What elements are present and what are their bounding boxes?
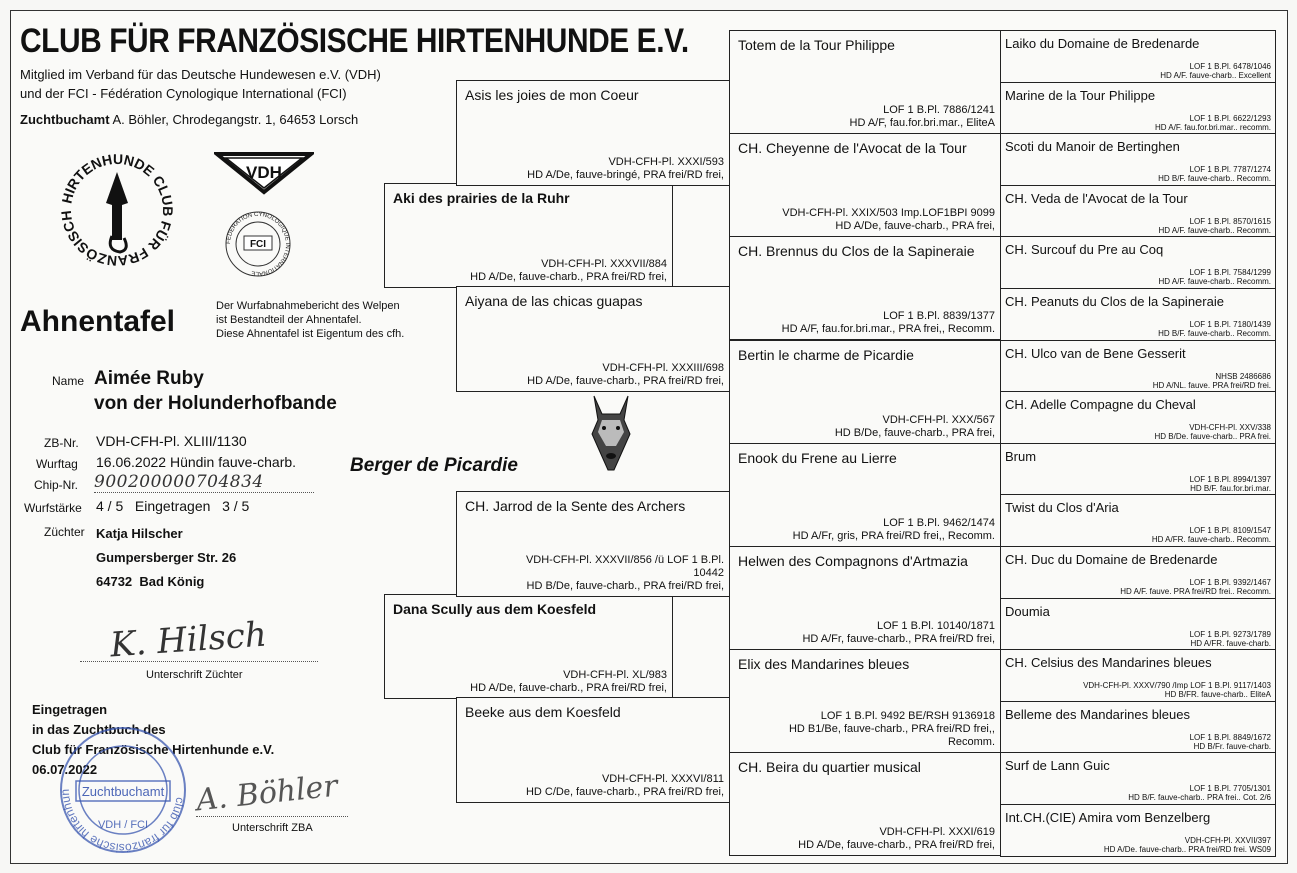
grandparents-entry — [456, 80, 730, 186]
breed-title: Berger de Picardie — [350, 455, 518, 476]
great_grandparents-entry — [729, 649, 1001, 753]
registration-line-3: Club für Französische Hirtenhunde e.V. — [32, 742, 275, 757]
great_great_grandparents-entry — [1000, 30, 1276, 83]
breeder-name: Katja Hilscher — [96, 526, 183, 541]
great_great_grandparents-info: LOF 1 B.Pl. 7787/1274 HD B/F. fauve-charb.. Recomm. — [1158, 165, 1271, 183]
great_great_grandparents-name: CH. Celsius des Mandarines bleues — [1005, 655, 1212, 670]
great_great_grandparents-entry — [1000, 546, 1276, 599]
great_great_grandparents-info: LOF 1 B.Pl. 7180/1439 HD B/F. fauve-charb.. Recomm. — [1158, 320, 1271, 338]
great_great_grandparents-name: CH. Surcouf du Pre au Coq — [1005, 242, 1164, 257]
zuechter-label: Züchter — [44, 525, 85, 539]
parents-info: VDH-CFH-Pl. XXXVII/884 HD A/De, fauve-charb., PRA frei/RD frei, — [470, 258, 667, 283]
great_grandparents-name: CH. Beira du quartier musical — [738, 759, 921, 775]
breeder-city: 64732 Bad König — [96, 574, 205, 589]
ownership-note-line-2: ist Bestandteil der Ahnentafel. — [216, 314, 362, 326]
studbook-label: Zuchtbuchamt — [20, 112, 110, 127]
wurftag-value: 16.06.2022 Hündin fauve-charb. — [96, 454, 297, 470]
fci-logo — [224, 210, 292, 278]
grandparents-info: VDH-CFH-Pl. XXXIII/698 HD A/De, fauve-charb., PRA frei/RD frei, — [527, 362, 724, 387]
great_great_grandparents-name: Belleme des Mandarines bleues — [1005, 707, 1190, 722]
fci-logo-ring-text: FEDERATION CYNOLOGIQUE INTERNATIONALE — [225, 211, 291, 277]
great_great_grandparents-entry — [1000, 236, 1276, 289]
zba-signature-caption: Unterschrift ZBA — [232, 822, 313, 834]
grandparents-entry — [456, 697, 730, 803]
great_grandparents-entry — [729, 30, 1001, 134]
ownership-note-line-3: Diese Ahnentafel ist Eigentum des cfh. — [216, 328, 405, 340]
great_great_grandparents-entry — [1000, 804, 1276, 857]
grandparents-entry — [456, 491, 730, 597]
great_grandparents-name: Totem de la Tour Philippe — [738, 37, 895, 53]
great_great_grandparents-info: LOF 1 B.Pl. 9392/1467 HD A/F. fauve. PRA frei/RD frei.. Recomm. — [1120, 578, 1271, 596]
great_great_grandparents-info: VDH-CFH-Pl. XXV/338 HD B/De. fauve-charb.. PRA frei. — [1154, 423, 1271, 441]
grandparents-name: Aiyana de las chicas guapas — [465, 293, 643, 309]
breeder-signature: K. Hilsch — [108, 614, 269, 666]
great_great_grandparents-name: Laiko du Domaine de Bredenarde — [1005, 36, 1200, 51]
grandparents-name: CH. Jarrod de la Sente des Archers — [465, 498, 686, 514]
great_grandparents-info: LOF 1 B.Pl. 7886/1241 HD A/F, fau.for.bri.mar., EliteA — [849, 104, 995, 129]
registration-line-2: in das Zuchtbuch des — [32, 722, 166, 737]
wurfstaerke-value: 4 / 5 Eingetragen 3 / 5 — [96, 498, 250, 514]
vdh-logo-text: VDH — [246, 163, 282, 182]
great_great_grandparents-entry — [1000, 133, 1276, 186]
document-title: Ahnentafel — [20, 305, 176, 338]
great_great_grandparents-entry — [1000, 443, 1276, 496]
registration-date: 06.07.2022 — [32, 762, 98, 777]
stamp-center-text: Zuchtbuchamt — [81, 784, 165, 799]
great_great_grandparents-entry — [1000, 494, 1276, 547]
grandparents-name: Asis les joies de mon Coeur — [465, 87, 639, 103]
great_great_grandparents-entry — [1000, 391, 1276, 444]
great_great_grandparents-name: Scoti du Manoir de Bertinghen — [1005, 139, 1180, 154]
ownership-note-line-1: Der Wurfabnahmebericht des Welpen — [216, 300, 400, 312]
fci-logo-text: FCI — [249, 239, 267, 250]
great_great_grandparents-info: LOF 1 B.Pl. 8994/1397 HD B/F. fau.for.bri.mar. — [1189, 475, 1271, 493]
great_great_grandparents-name: Doumia — [1005, 604, 1050, 619]
registry-stamp — [52, 725, 194, 855]
great_grandparents-info: LOF 1 B.Pl. 8839/1377 HD A/F, fau.for.bri.mar., PRA frei,, Recomm. — [781, 310, 995, 335]
grandparents-name: Beeke aus dem Koesfeld — [465, 704, 621, 720]
member-line-2: und der FCI - Fédération Cynologique International (FCI) — [20, 86, 347, 101]
ownership-note — [216, 299, 404, 341]
grandparents-info: VDH-CFH-Pl. XXXVII/856 /ü LOF 1 B.Pl. 10442 HD B/De, fauve-charb., PRA frei/RD frei, — [525, 554, 724, 592]
great_grandparents-entry — [729, 133, 1001, 237]
great_great_grandparents-name: CH. Duc du Domaine de Bredenarde — [1005, 552, 1218, 567]
great_grandparents-info: VDH-CFH-Pl. XXX/567 HD B/De, fauve-charb., PRA frei, — [834, 414, 995, 439]
great_great_grandparents-entry — [1000, 340, 1276, 393]
great_great_grandparents-info: LOF 1 B.Pl. 8570/1615 HD A/F. fauve-charb.. Recomm. — [1158, 217, 1271, 235]
great_grandparents-name: Enook du Frene au Lierre — [738, 450, 897, 466]
registration-line-1: Eingetragen — [32, 702, 108, 717]
grandparents-info: VDH-CFH-Pl. XXXI/593 HD A/De, fauve-bringé, PRA frei/RD frei, — [527, 156, 724, 181]
great_great_grandparents-name: Int.CH.(CIE) Amira vom Benzelberg — [1005, 810, 1211, 825]
great_great_grandparents-info: VDH-CFH-Pl. XXXV/790 /Imp LOF 1 B.Pl. 9117/1403 HD B/FR. fauve-charb.. EliteA — [1083, 681, 1271, 699]
chip-value: 900200000704834 — [94, 472, 264, 492]
breeder-signature-caption: Unterschrift Züchter — [146, 669, 243, 681]
great_great_grandparents-name: Brum — [1005, 449, 1037, 464]
great_great_grandparents-info: LOF 1 B.Pl. 6478/1046 HD A/F. fauve-charb.. Excellent — [1160, 62, 1271, 80]
great_grandparents-info: LOF 1 B.Pl. 10140/1871 HD A/Fr, fauve-charb., PRA frei/RD frei, — [802, 620, 995, 645]
great_great_grandparents-name: CH. Adelle Compagne du Cheval — [1005, 397, 1196, 412]
great_grandparents-entry — [729, 546, 1001, 650]
studbook-address: A. Böhler, Chrodegangstr. 1, 64653 Lorsch — [112, 112, 359, 127]
zb-label: ZB-Nr. — [44, 436, 79, 450]
dog-name — [94, 366, 337, 416]
great_grandparents-name: Helwen des Compagnons d'Artmazia — [738, 553, 968, 569]
club-logo — [56, 148, 178, 273]
great_great_grandparents-entry — [1000, 82, 1276, 135]
great_great_grandparents-info: LOF 1 B.Pl. 8849/1672 HD B/Fr. fauve-charb. — [1189, 733, 1271, 751]
club-logo-ring-text: HIRTENHUNDE CLUB FÜR FRANZÖSISCH — [57, 150, 177, 270]
great_grandparents-name: Elix des Mandarines bleues — [738, 656, 910, 672]
zba-signature: A. Böhler — [194, 768, 340, 819]
breeder-signature-line — [80, 661, 318, 662]
great_great_grandparents-name: CH. Peanuts du Clos de la Sapineraie — [1005, 294, 1224, 309]
great_great_grandparents-name: Marine de la Tour Philippe — [1005, 88, 1156, 103]
parents-info: VDH-CFH-Pl. XL/983 HD A/De, fauve-charb., PRA frei/RD frei, — [470, 669, 667, 694]
great_great_grandparents-info: VDH-CFH-Pl. XXVII/397 HD A/De. fauve-charb.. PRA frei/RD frei. WS09 — [1103, 836, 1271, 854]
great_great_grandparents-info: LOF 1 B.Pl. 6622/1293 HD A/F. fau.for.bri.mar.. recomm. — [1154, 114, 1271, 132]
great_grandparents-entry — [729, 752, 1001, 856]
wurfstaerke-label: Wurfstärke — [24, 501, 82, 515]
stamp-ring-text: club für französische hirtenhun — [57, 788, 188, 855]
great_grandparents-entry — [729, 340, 1001, 444]
parents-entry — [384, 183, 673, 288]
stamp-bottom-text: VDH / FCI — [97, 819, 149, 831]
great_grandparents-entry — [729, 236, 1001, 340]
great_grandparents-name: CH. Brennus du Clos de la Sapineraie — [738, 243, 975, 259]
great_grandparents-info: LOF 1 B.Pl. 9492 BE/RSH 9136918 HD B1/Be, fauve-charb., PRA frei/RD frei,, Recomm. — [788, 710, 995, 748]
zb-value: VDH-CFH-Pl. XLIII/1130 — [96, 433, 247, 449]
great_grandparents-entry — [729, 443, 1001, 547]
great_great_grandparents-name: CH. Veda de l'Avocat de la Tour — [1005, 191, 1188, 206]
great_grandparents-info: VDH-CFH-Pl. XXIX/503 Imp.LOF1BPI 9099 HD A/De, fauve-charb., PRA frei, — [782, 207, 995, 232]
name-label: Name — [52, 374, 85, 388]
dog-name-line-2: von der Holunderhofbande — [94, 393, 337, 414]
great_great_grandparents-info: LOF 1 B.Pl. 9273/1789 HD A/FR. fauve-charb. — [1189, 630, 1271, 648]
great_grandparents-name: CH. Cheyenne de l'Avocat de la Tour — [738, 140, 967, 156]
grandparents-entry — [456, 286, 730, 392]
great_great_grandparents-name: Surf de Lann Guic — [1005, 758, 1110, 773]
club-title: CLUB FÜR FRANZÖSISCHE HIRTENHUNDE E.V. — [20, 22, 689, 60]
great_great_grandparents-name: Twist du Clos d'Aria — [1005, 500, 1119, 515]
great_grandparents-info: VDH-CFH-Pl. XXXI/619 HD A/De, fauve-charb., PRA frei/RD frei, — [798, 826, 995, 851]
studbook-office — [20, 112, 358, 127]
great_great_grandparents-info: LOF 1 B.Pl. 7705/1301 HD B/F. fauve-charb.. PRA frei.. Cot. 2/6 — [1128, 784, 1271, 802]
dog-head-illustration — [584, 390, 638, 480]
breeder-street: Gumpersberger Str. 26 — [96, 550, 237, 565]
member-line-1: Mitglied im Verband für das Deutsche Hundewesen e.V. (VDH) — [20, 67, 381, 82]
great_great_grandparents-entry — [1000, 701, 1276, 754]
great_great_grandparents-entry — [1000, 598, 1276, 651]
parents-name: Dana Scully aus dem Koesfeld — [393, 601, 597, 617]
great_great_grandparents-entry — [1000, 752, 1276, 805]
chip-label: Chip-Nr. — [34, 478, 79, 492]
great_great_grandparents-entry — [1000, 288, 1276, 341]
great_great_grandparents-info: NHSB 2486686 HD A/NL. fauve. PRA frei/RD frei. — [1152, 372, 1271, 390]
breeder-block — [96, 522, 236, 594]
zba-signature-line — [196, 816, 348, 817]
parents-name: Aki des prairies de la Ruhr — [393, 190, 570, 206]
great_great_grandparents-name: CH. Ulco van de Bene Gesserit — [1005, 346, 1186, 361]
vdh-logo — [214, 148, 314, 196]
great_grandparents-info: LOF 1 B.Pl. 9462/1474 HD A/Fr, gris, PRA frei/RD frei,, Recomm. — [792, 517, 995, 542]
grandparents-info: VDH-CFH-Pl. XXXVI/811 HD C/De, fauve-charb., PRA frei/RD frei, — [525, 773, 724, 798]
great_grandparents-name: Bertin le charme de Picardie — [738, 347, 914, 363]
wurftag-label: Wurftag — [36, 457, 78, 471]
great_great_grandparents-info: LOF 1 B.Pl. 7584/1299 HD A/F. fauve-charb.. Recomm. — [1158, 268, 1271, 286]
great_great_grandparents-info: LOF 1 B.Pl. 8109/1547 HD A/FR. fauve-charb.. Recomm. — [1151, 526, 1271, 544]
great_great_grandparents-entry — [1000, 185, 1276, 238]
dog-name-line-1: Aimée Ruby — [94, 368, 204, 389]
great_great_grandparents-entry — [1000, 649, 1276, 702]
chip-dotline — [94, 492, 314, 493]
parents-entry — [384, 594, 673, 699]
